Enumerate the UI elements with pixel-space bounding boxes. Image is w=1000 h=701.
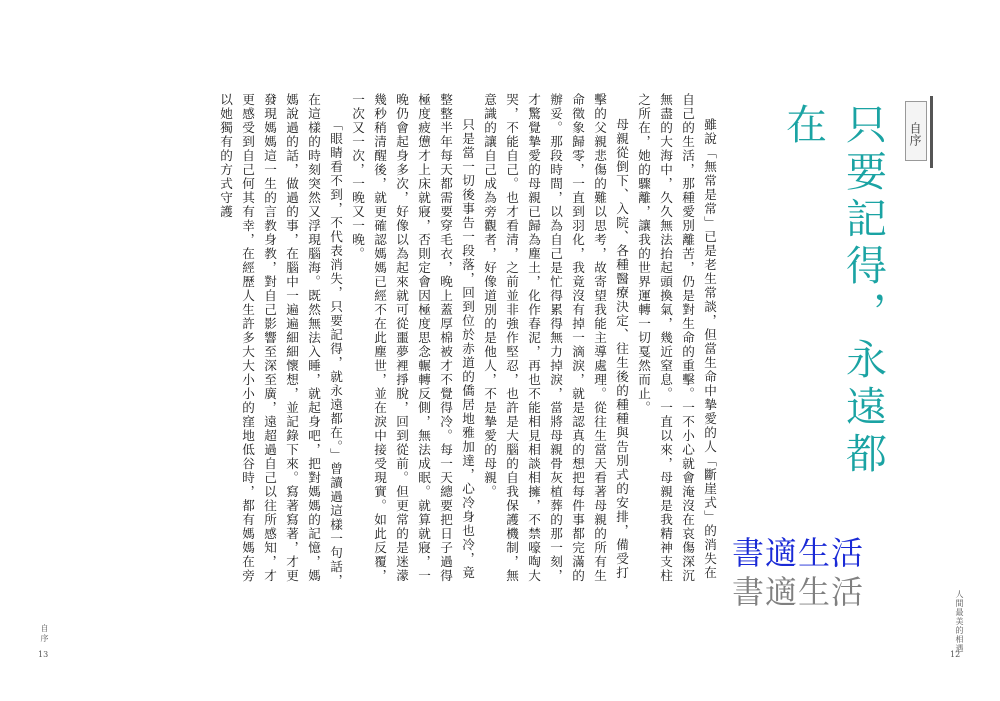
body-text [80, 93, 720, 588]
folio-right-label: 人間最美的相遇 [955, 590, 964, 653]
watermark-line-1: 書適生活 [732, 534, 865, 572]
folio-left-label: 自序 [40, 624, 49, 644]
paragraph-3: 只是當一切後事告一段落，回到位於赤道的僑居地雅加達，心冷身也冷，竟整整半年每天都需要穿毛衣，晚上蓋厚棉被才不覺得冷。每一天總要把日子過得極度疲憊才上床就寢，否則定會因極度思念輾轉反側，無法成眠。就算就寢，一晚仍會起身多次，好像以為起來就可從噩夢裡掙脫，回到從前。但更常的是迷濛幾秒稍清醒後，就更確認媽媽已經不在此塵世，並在淚中接受現實。如此反覆，一次又一次，一晚又一晚。 [350, 93, 475, 583]
chapter-title: 只要記得，永遠都在 [779, 103, 887, 479]
watermark-line-2: 書適生活 [732, 573, 865, 611]
section-label-bar [930, 96, 933, 168]
paragraph-1: 雖說「無常是常」已是老生常談，但當生命中摯愛的人「斷崖式」的消失在自己的生活，那種愛別離苦，仍是對生命的重擊。一不小心就會淹沒在哀傷深沉無盡的大海中，久久無法抬起頭換氣，幾近窒息。一直以來，母親是我精神支柱之所在，她的驟離，讓我的世界運轉一切戛然而止。 [636, 93, 717, 583]
paragraph-2: 母親從倒下、入院、各種醫療決定、往生後的種種與告別式的安排，備受打擊的父親悲傷的難以思考，故寄望我能主導處理。從往生當天看著母親的所有生命徵象歸零，一直到羽化，我竟沒有掉一滴淚，就是認真的想把每件事都完滿的辦妥。那段時間，以為自己是忙得累得無力掉淚，當將母親骨灰植葬的那一刻，才驚覺摯愛的母親已歸為塵土，化作春泥，再也不能相見相談相擁，不禁嚎啕大哭，不能自己。也才看清，之前並非強作堅忍，也許是大腦的自我保護機制，無意識的讓自己成為旁觀者，好像道別的是他人，不是摯愛的母親。 [482, 93, 629, 583]
folio-right-page: 12 [950, 650, 961, 659]
section-label: 自序 [905, 101, 927, 161]
paragraph-4: 「眼睛看不到，不代表消失，只要記得，就永遠都在。」曾讀過這樣一句話，在這樣的時刻突然又浮現腦海。既然無法入睡，就起身吧，把對媽媽的記憶，媽媽說過的話，做過的事，在腦中一遍遍細細懷想，並記錄下來。寫著寫著，才更發現媽媽這一生的言教身教，對自己影響至深至廣，遠超過自己以往所感知，才更感受到自己何其有幸，在經歷人生許多大大小小的窪地低谷時，都有媽媽在旁以她獨有的方式守護 [218, 93, 343, 588]
folio-left-page: 13 [38, 650, 49, 659]
